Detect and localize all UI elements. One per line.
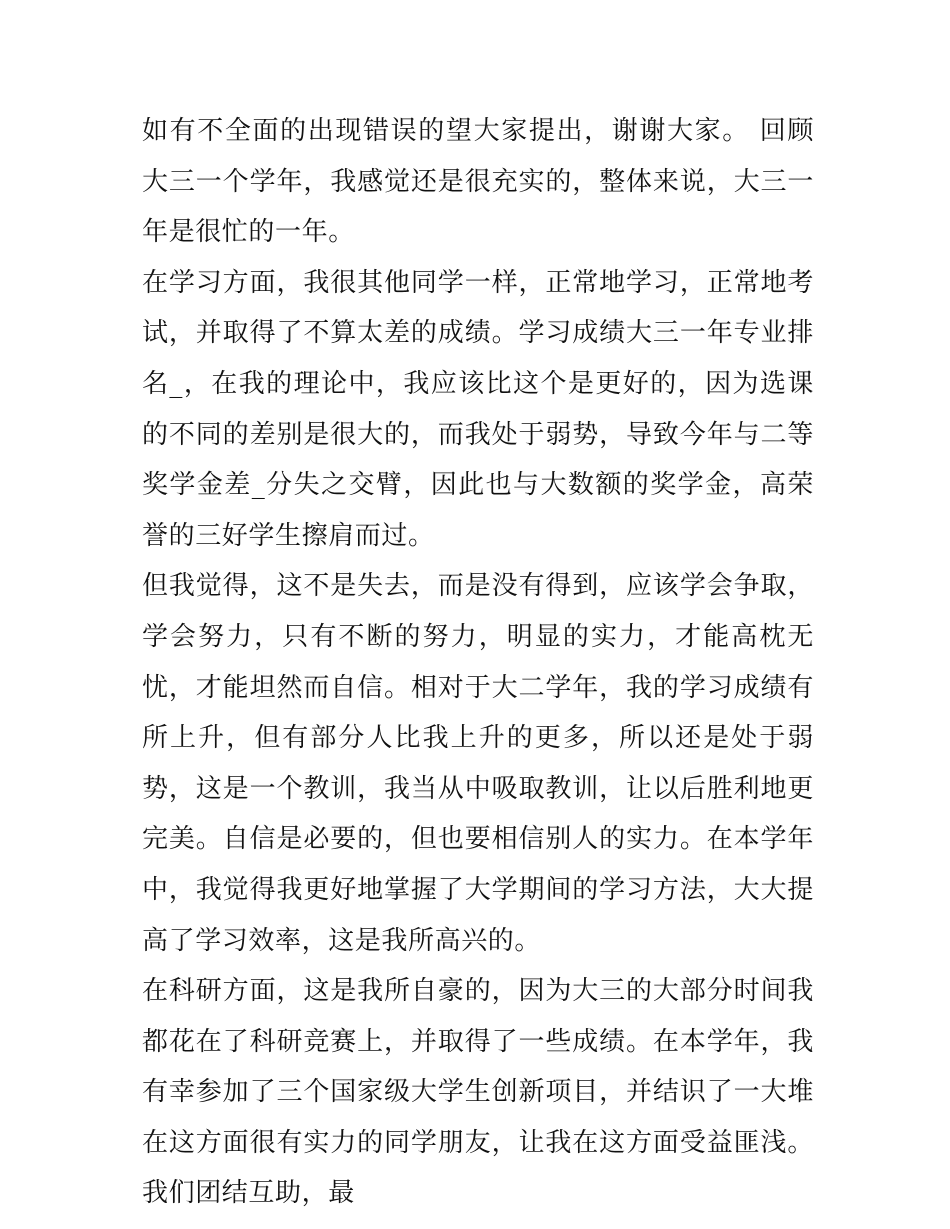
paragraph-reflection: 但我觉得，这不是失去，而是没有得到，应该学会争取，学会努力，只有不断的努力，明显的实力，才能高枕无忧，才能坦然而自信。相对于大二学年，我的学习成绩有所上升，但有部分人比我上升的更多，所以还是处于弱势，这是一个教训，我当从中吸取教训，让以后胜利地更完美。自信是必要的，但也要相信别人的实力。在本学年中，我觉得我更好地掌握了大学期间的学习方法，大大提高了学习效率，这是我所高兴的。 — [142, 571, 814, 956]
paragraph-study: 在学习方面，我很其他同学一样，正常地学习，正常地考试，并取得了不算太差的成绩。学习成绩大三一年专业排名_，在我的理论中，我应该比这个是更好的，因为选课的不同的差别是很大的，而我处于弱势，导致今年与二等奖学金差_分失之交臂，因此也与大数额的奖学金，高荣誉的三好学生擦肩而过。 — [142, 267, 814, 551]
paragraph-intro: 如有不全面的出现错误的望大家提出，谢谢大家。 回顾大三一个学年，我感觉还是很充实的，整体来说，大三一年是很忙的一年。 — [142, 116, 814, 248]
paragraph-research: 在科研方面，这是我所自豪的，因为大三的大部分时间我都花在了科研竞赛上，并取得了一些成绩。在本学年，我有幸参加了三个国家级大学生创新项目，并结识了一大堆在这方面很有实力的同学朋友，让我在这方面受益匪浅。我们团结互助，最 — [142, 976, 814, 1209]
document-body — [142, 106, 814, 1219]
